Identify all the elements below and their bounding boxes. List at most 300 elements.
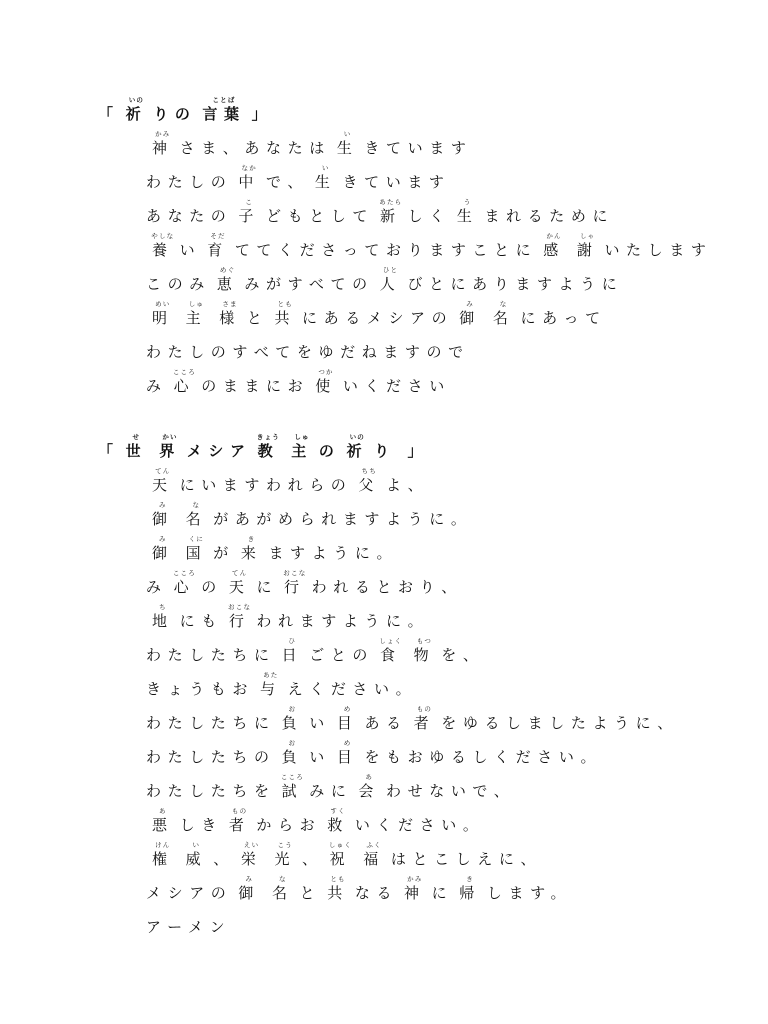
kanji-with-furigana [358,468,380,502]
furigana-reading: み [158,535,167,543]
base-text: さま、あなたは [179,139,331,157]
text-run [98,434,120,468]
base-text: 明 [152,309,174,327]
furigana-reading: こころ [280,773,304,781]
furigana-reading: ちち [361,467,377,475]
kanji-with-furigana [152,536,174,570]
text-run [146,199,232,233]
base-text: にあるメシアの [302,309,454,327]
furigana-reading: なか [241,164,257,172]
base-text: 天 [228,578,251,596]
base-text: わたしたちに [146,714,276,732]
base-text: いください。 [354,816,485,834]
base-text: い [309,748,331,766]
base-text: きています [364,139,473,157]
text-run [187,434,252,468]
base-text: 神 [152,139,174,157]
prayer-line [0,808,768,842]
base-text: にも [179,612,223,630]
text-run [146,740,276,774]
text-run [146,165,232,199]
base-text: 界 [159,442,181,460]
kanji-with-furigana [327,876,349,910]
base-text: 福 [363,850,385,868]
kanji-with-furigana [274,301,296,335]
furigana-reading: かみ [155,130,171,138]
kanji-with-furigana [282,740,304,774]
text-run [364,740,602,774]
text-run [309,638,374,672]
kanji-with-furigana [229,570,251,604]
base-text: 祈 [346,442,369,460]
base-text: み [146,578,168,596]
text-run [386,774,515,808]
furigana-reading: きょう [256,433,280,441]
text-run [146,369,168,403]
prayer-section-sekai-messiah-kyoushu-no-inori [0,434,768,944]
kanji-with-furigana [152,808,174,842]
text-run [319,434,341,468]
text-run [180,808,223,842]
base-text: いたします [604,241,713,259]
base-text: 権 [152,850,174,868]
kanji-with-furigana [282,638,304,672]
furigana-reading: てん [231,569,248,577]
text-run [432,876,454,910]
furigana-reading: えい [243,841,260,849]
base-text: アーメン [146,918,232,936]
base-text: 者 [228,816,251,834]
base-text: み [146,377,168,395]
furigana-reading: あ [158,807,167,815]
base-text: 主 [185,309,208,327]
base-text: 「 [98,442,120,460]
base-text: 行 [284,578,306,596]
base-text: えください。 [287,680,418,698]
furigana-reading: ち [158,603,167,611]
kanji-with-furigana [186,502,208,536]
text-run [146,910,231,944]
furigana-reading: ひと [382,266,399,274]
furigana-reading: めい [155,300,171,308]
furigana-reading: お [288,739,297,747]
base-text: あなたの [146,207,233,225]
text-run [441,706,679,740]
base-text: わたしたちに [146,646,276,664]
base-text: 養 [152,241,174,259]
furigana-reading: こう [277,841,293,849]
text-run [153,97,196,131]
base-text: 、 [302,850,324,868]
base-text: 御 [238,884,261,902]
base-text: わたしたちを [146,782,276,800]
text-run [309,740,331,774]
furigana-reading: こころ [172,368,196,376]
kanji-with-furigana [358,774,380,808]
furigana-reading: ふく [366,841,382,849]
kanji-with-furigana [315,165,337,199]
furigana-reading: めぐ [219,266,236,274]
furigana-reading: しゃ [579,232,596,240]
base-text: 帰 [459,884,481,902]
kanji-with-furigana [327,808,349,842]
kanji-with-furigana [207,233,229,267]
prayer-line [0,335,768,369]
prayer-line [0,638,768,672]
base-text: きています [342,173,451,191]
base-text: の [201,578,223,596]
base-text: 食 [380,646,402,664]
text-run [288,672,418,706]
text-run [374,434,429,468]
text-run [180,604,223,638]
base-text: にあって [520,309,607,327]
base-text: りの [153,105,197,123]
text-run [213,536,235,570]
base-text: 謝 [576,241,599,259]
furigana-reading: ことば [212,96,236,104]
kanji-with-furigana [337,131,359,165]
kanji-with-furigana [241,842,263,876]
kanji-with-furigana [229,808,251,842]
furigana-reading: やしな [151,232,175,240]
kanji-with-furigana [459,301,481,335]
prayer-line [0,369,768,403]
base-text: 名 [492,309,515,327]
base-text: わせないで、 [386,782,516,800]
furigana-reading: てん [155,467,171,475]
base-text: 目 [336,714,359,732]
furigana-reading: あた [263,671,279,679]
base-text: 日 [281,646,304,664]
furigana-reading: う [463,198,472,206]
prayer-line [0,267,768,301]
base-text: 救 [327,816,349,834]
prayer-line [0,570,768,604]
text-run [213,502,472,536]
text-run [364,131,472,165]
base-text: 言葉 [202,105,246,123]
base-text: 会 [358,782,381,800]
kanji-with-furigana [217,267,239,301]
furigana-reading: しゅく [328,841,353,849]
text-run [312,570,463,604]
kanji-with-furigana [346,434,368,468]
base-text: しく [407,207,451,225]
kanji-with-furigana [380,638,402,672]
text-run [146,876,232,910]
furigana-reading: さま [222,300,238,308]
furigana-reading: かん [546,232,562,240]
text-run [484,199,614,233]
prayer-line [0,740,768,774]
kanji-with-furigana [337,706,359,740]
kanji-with-furigana [126,97,148,131]
base-text: ごとの [309,646,375,664]
base-text: いください [342,377,451,395]
kanji-with-furigana [152,233,174,267]
base-text: 目 [336,748,359,766]
furigana-reading: つか [318,368,334,376]
prayer-title [0,434,768,468]
base-text: の [318,442,341,460]
kanji-with-furigana [238,876,260,910]
furigana-reading: い [321,164,330,172]
base-text: 負 [281,714,304,732]
base-text: 神 [404,884,426,902]
kanji-with-furigana [174,570,196,604]
base-text: 悪 [152,816,174,834]
base-text: にいますわれらの [179,476,353,494]
furigana-reading: あ [365,773,374,781]
furigana-reading: とも [277,300,293,308]
furigana-reading: けん [155,841,171,849]
prayer-line [0,468,768,502]
text-run [520,301,606,335]
kanji-with-furigana [186,301,208,335]
text-run [302,301,453,335]
kanji-with-furigana [174,369,196,403]
text-run [256,808,321,842]
text-run [266,165,309,199]
text-run [146,267,211,301]
furigana-reading: くに [188,535,205,543]
text-run [266,199,374,233]
furigana-reading: そだ [210,232,226,240]
text-run [302,842,324,876]
kanji-with-furigana [459,876,481,910]
kanji-with-furigana [493,301,515,335]
base-text: 天 [152,476,174,494]
base-text: が [213,544,235,562]
furigana-reading: しょく [379,637,403,645]
furigana-reading: しゅ [294,433,310,441]
furigana-reading: み [466,300,474,308]
base-text: 威 [185,850,208,868]
text-run [180,468,353,502]
prayer-line [0,536,768,570]
text-run [343,165,451,199]
base-text: 心 [173,377,196,395]
text-run [487,876,572,910]
kanji-with-furigana [152,604,174,638]
base-text: のままにお [201,377,310,395]
kanji-with-furigana [363,842,385,876]
text-run [386,468,429,502]
base-text: からお [256,816,322,834]
text-run [201,369,309,403]
prayer-line [0,876,768,910]
base-text: り 」 [374,442,430,460]
base-text: い [309,714,331,732]
base-text: まれるために [484,207,615,225]
base-text: 恵 [216,275,239,293]
base-text: 御 [459,309,481,327]
furigana-reading: おこな [283,569,307,577]
prayer-line [0,131,768,165]
text-run [146,335,470,369]
base-text: 光 [274,850,297,868]
base-text: わたしの [146,173,233,191]
kanji-with-furigana [543,233,565,267]
text-run [343,369,451,403]
furigana-reading: おこな [228,603,252,611]
base-text: に [431,884,454,902]
base-text: 物 [413,646,436,664]
base-text: 使 [315,377,337,395]
text-run [146,638,276,672]
furigana-reading: み [158,501,167,509]
prayer-section-inori-no-kotoba [0,97,768,403]
base-text: みに [309,782,353,800]
furigana-reading: もの [231,807,248,815]
text-run [247,301,269,335]
text-run [355,876,398,910]
furigana-reading: な [278,875,287,883]
base-text: 教 [257,442,280,460]
base-text: びとにありますように [407,275,624,293]
kanji-with-furigana [186,536,208,570]
base-text: はとこしえに、 [390,850,543,868]
text-run [268,536,398,570]
text-run [146,570,168,604]
base-text: で、 [266,173,309,191]
kanji-with-furigana [380,199,402,233]
base-text: 御 [152,510,174,528]
furigana-reading: い [343,130,352,138]
furigana-reading: こ [245,198,254,206]
prayer-line [0,502,768,536]
furigana-reading: こころ [172,569,196,577]
furigana-reading: き [466,875,474,883]
furigana-reading: いの [349,433,365,441]
base-text: どもとして [266,207,375,225]
text-run [146,774,276,808]
kanji-with-furigana [380,267,402,301]
text-run [407,267,623,301]
kanji-with-furigana [152,301,174,335]
base-text: 名 [272,884,294,902]
kanji-with-furigana [152,131,174,165]
base-text: わたしのすべてをゆだねますので [146,343,470,361]
kanji-with-furigana [126,434,148,468]
furigana-reading: み [245,875,254,883]
kanji-with-furigana [219,301,241,335]
base-text: します。 [486,884,573,902]
text-run [146,706,276,740]
base-text: このみ [146,275,211,293]
text-run [201,570,223,604]
kanji-with-furigana [229,604,251,638]
base-text: 」 [251,105,274,123]
furigana-reading: もつ [416,637,433,645]
furigana-reading: め [343,705,352,713]
text-run [146,672,254,706]
kanji-with-furigana [152,502,174,536]
prayer-line [0,165,768,199]
text-run [256,604,429,638]
base-text: 者 [413,714,436,732]
base-text: 父 [358,476,381,494]
kanji-with-furigana [159,434,181,468]
base-text: をもおゆるしください。 [364,748,603,766]
text-run [408,199,451,233]
base-text: 子 [238,207,261,225]
prayer-title [0,97,768,131]
base-text: い [179,241,202,259]
base-text: 「 [98,105,120,123]
furigana-reading: あたら [379,198,403,206]
base-text: 生 [314,173,337,191]
base-text: と [299,884,322,902]
base-text: 中 [238,173,261,191]
base-text: 名 [185,510,208,528]
base-text: ますように。 [268,544,399,562]
base-text: 感 [543,241,565,259]
kanji-with-furigana [404,876,426,910]
base-text: 祝 [329,850,352,868]
text-run [441,638,484,672]
kanji-with-furigana [202,97,245,131]
base-text: 人 [379,275,402,293]
furigana-reading: お [288,705,297,713]
base-text: 与 [260,680,282,698]
base-text: 世 [125,442,148,460]
text-run [364,706,407,740]
prayer-line [0,199,768,233]
kanji-with-furigana [330,842,352,876]
text-run [604,233,712,267]
base-text: 試 [281,782,304,800]
base-text: 行 [228,612,251,630]
base-text: 、 [213,850,235,868]
prayer-line [0,233,768,267]
text-run [98,97,120,131]
furigana-reading: な [192,501,201,509]
base-text: に [256,578,279,596]
text-run [180,131,331,165]
base-text: をゆるしましたように、 [441,714,679,732]
base-text: 心 [173,578,196,596]
kanji-with-furigana [315,369,337,403]
text-run [244,267,373,301]
base-text: きょうもお [146,680,255,698]
base-text: わたしたちの [146,748,276,766]
base-text: なる [354,884,399,902]
text-run [300,876,322,910]
base-text: 主 [291,442,313,460]
base-text: しき [179,816,223,834]
base-text: 様 [219,309,241,327]
prayer-line [0,672,768,706]
base-text: みがすべての [244,275,374,293]
base-text: 生 [456,207,479,225]
base-text: 御 [152,544,174,562]
furigana-reading: かみ [407,875,423,883]
base-text: よ、 [386,476,430,494]
base-text: 来 [240,544,263,562]
base-text: があがめられますように。 [213,510,473,528]
kanji-with-furigana [238,165,260,199]
kanji-with-furigana [186,842,208,876]
base-text: 負 [281,748,304,766]
kanji-with-furigana [282,706,304,740]
furigana-reading: いの [128,96,145,104]
prayer-line [0,604,768,638]
furigana-reading: もの [416,705,433,713]
text-run [252,97,274,131]
prayer-line [0,301,768,335]
